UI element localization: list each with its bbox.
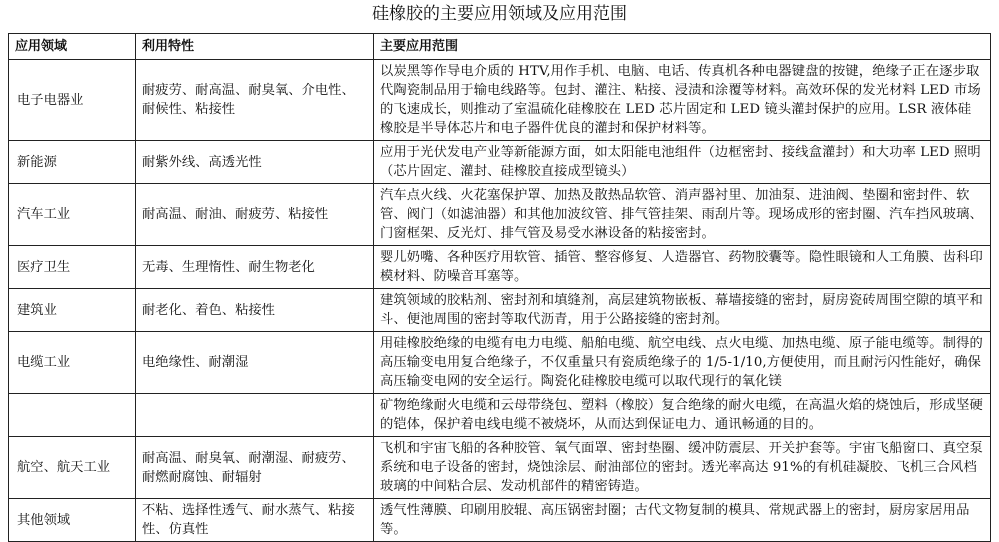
cell-scope: 应用于光伏发电产业等新能源方面，如太阳能电池组件（边框密封、接线盒灌封）和大功率 LED 照明（芯片固定、灌封、硅橡胶直接成型镜头） [374,141,991,184]
cell-scope: 以炭黑等作导电介质的 HTV,用作手机、电脑、电话、传真机各种电器键盘的按键，绝缘子正在逐步取代陶瓷制品用于输电线路等。包封、灌注、粘接、浸渍和涂覆等材料。高效环保的发光材料 LED 市场的飞速成长，则推动了室温硫化硅橡胶在 LED 芯片固定和 LED 镜头灌封保护的应用。LSR 液体硅橡胶是半导体芯片和电子器件优良的灌封和保护材料等。 [374,60,991,141]
cell-scope: 建筑领域的胶粘剂、密封剂和填缝剂，高层建筑物嵌板、幕墙接缝的密封，厨房瓷砖周围空隙的填平和斗、便池周围的密封等取代沥青，用于公路接缝的密封剂。 [374,289,991,332]
header-field: 应用领域 [9,34,136,60]
cell-properties: 无毒、生理惰性、耐生物老化 [136,246,374,289]
table-row [9,499,991,542]
cell-properties: 耐高温、耐臭氧、耐潮湿、耐疲劳、耐燃耐腐蚀、耐辐射 [136,437,374,499]
cell-field: 汽车工业 [9,184,136,246]
table-row [9,437,991,499]
cell-scope: 飞机和宇宙飞船的各种胶管、氧气面罩、密封垫圈、缓冲防震层、开关护套等。宇宙飞船窗口、真空泵系统和电子设备的密封，烧蚀涂层、耐油部位的密封。透光率高达 91%的有机硅凝胶、飞机三合风档玻璃的中间粘合层、发动机部件的精密铸造。 [374,437,991,499]
cell-scope: 用硅橡胶绝缘的电缆有电力电缆、船舶电缆、航空电线、点火电缆、加热电缆、原子能电缆等。制得的高压输变电用复合绝缘子，不仅重量只有瓷质绝缘子的 1/5-1/10,方便使用，而且耐污闪性能好，确保高压输变电网的安全运行。陶瓷化硅橡胶电缆可以取代现行的氧化镁 [374,332,991,394]
cell-properties: 耐疲劳、耐高温、耐臭氧、介电性、耐候性、粘接性 [136,60,374,141]
cell-properties: 耐高温、耐油、耐疲劳、粘接性 [136,184,374,246]
applications-table [8,33,991,542]
table-title: 硅橡胶的主要应用领域及应用范围 [372,4,627,24]
table-row [9,60,991,141]
header-scope: 主要应用范围 [374,34,991,60]
cell-field: 医疗卫生 [9,246,136,289]
cell-scope: 透气性薄膜、印刷用胶辊、高压锅密封圈；古代文物复制的模具、常规武器上的密封，厨房家居用品等。 [374,499,991,542]
cell-properties: 耐老化、着色、粘接性 [136,289,374,332]
header-properties: 利用特性 [136,34,374,60]
table-row [9,141,991,184]
cell-field: 其他领域 [9,499,136,542]
cell-properties [136,394,374,437]
table-row [9,332,991,394]
table-row [9,184,991,246]
table-row [9,394,991,437]
cell-properties: 耐紫外线、高透光性 [136,141,374,184]
table-row [9,246,991,289]
cell-field: 新能源 [9,141,136,184]
cell-field: 航空、航天工业 [9,437,136,499]
cell-field: 电子电器业 [9,60,136,141]
table-row [9,289,991,332]
cell-field: 建筑业 [9,289,136,332]
cell-scope: 婴儿奶嘴、各种医疗用软管、插管、整容修复、人造器官、药物胶囊等。隐性眼镜和人工角膜、齿科印模材料、防噪音耳塞等。 [374,246,991,289]
cell-field: 电缆工业 [9,332,136,394]
table-header-row [9,34,991,60]
cell-properties: 电绝缘性、耐潮湿 [136,332,374,394]
cell-field [9,394,136,437]
cell-scope: 汽车点火线、火花塞保护罩、加热及散热品软管、消声器衬里、加油泵、进油阀、垫圈和密封件、软管、阀门（如滤油器）和其他加波纹管、排气管挂架、雨刮片等。现场成形的密封圈、汽车挡风玻璃、门窗框架、反光灯、排气管及易受水淋设备的粘接密封。 [374,184,991,246]
cell-properties: 不粘、选择性透气、耐水蒸气、粘接性、仿真性 [136,499,374,542]
cell-scope: 矿物绝缘耐火电缆和云母带绕包、塑料（橡胶）复合绝缘的耐火电缆，在高温火焰的烧蚀后，形成坚硬的铠体，保护着电线电缆不被烧坏，从而达到保证电力、通讯畅通的目的。 [374,394,991,437]
